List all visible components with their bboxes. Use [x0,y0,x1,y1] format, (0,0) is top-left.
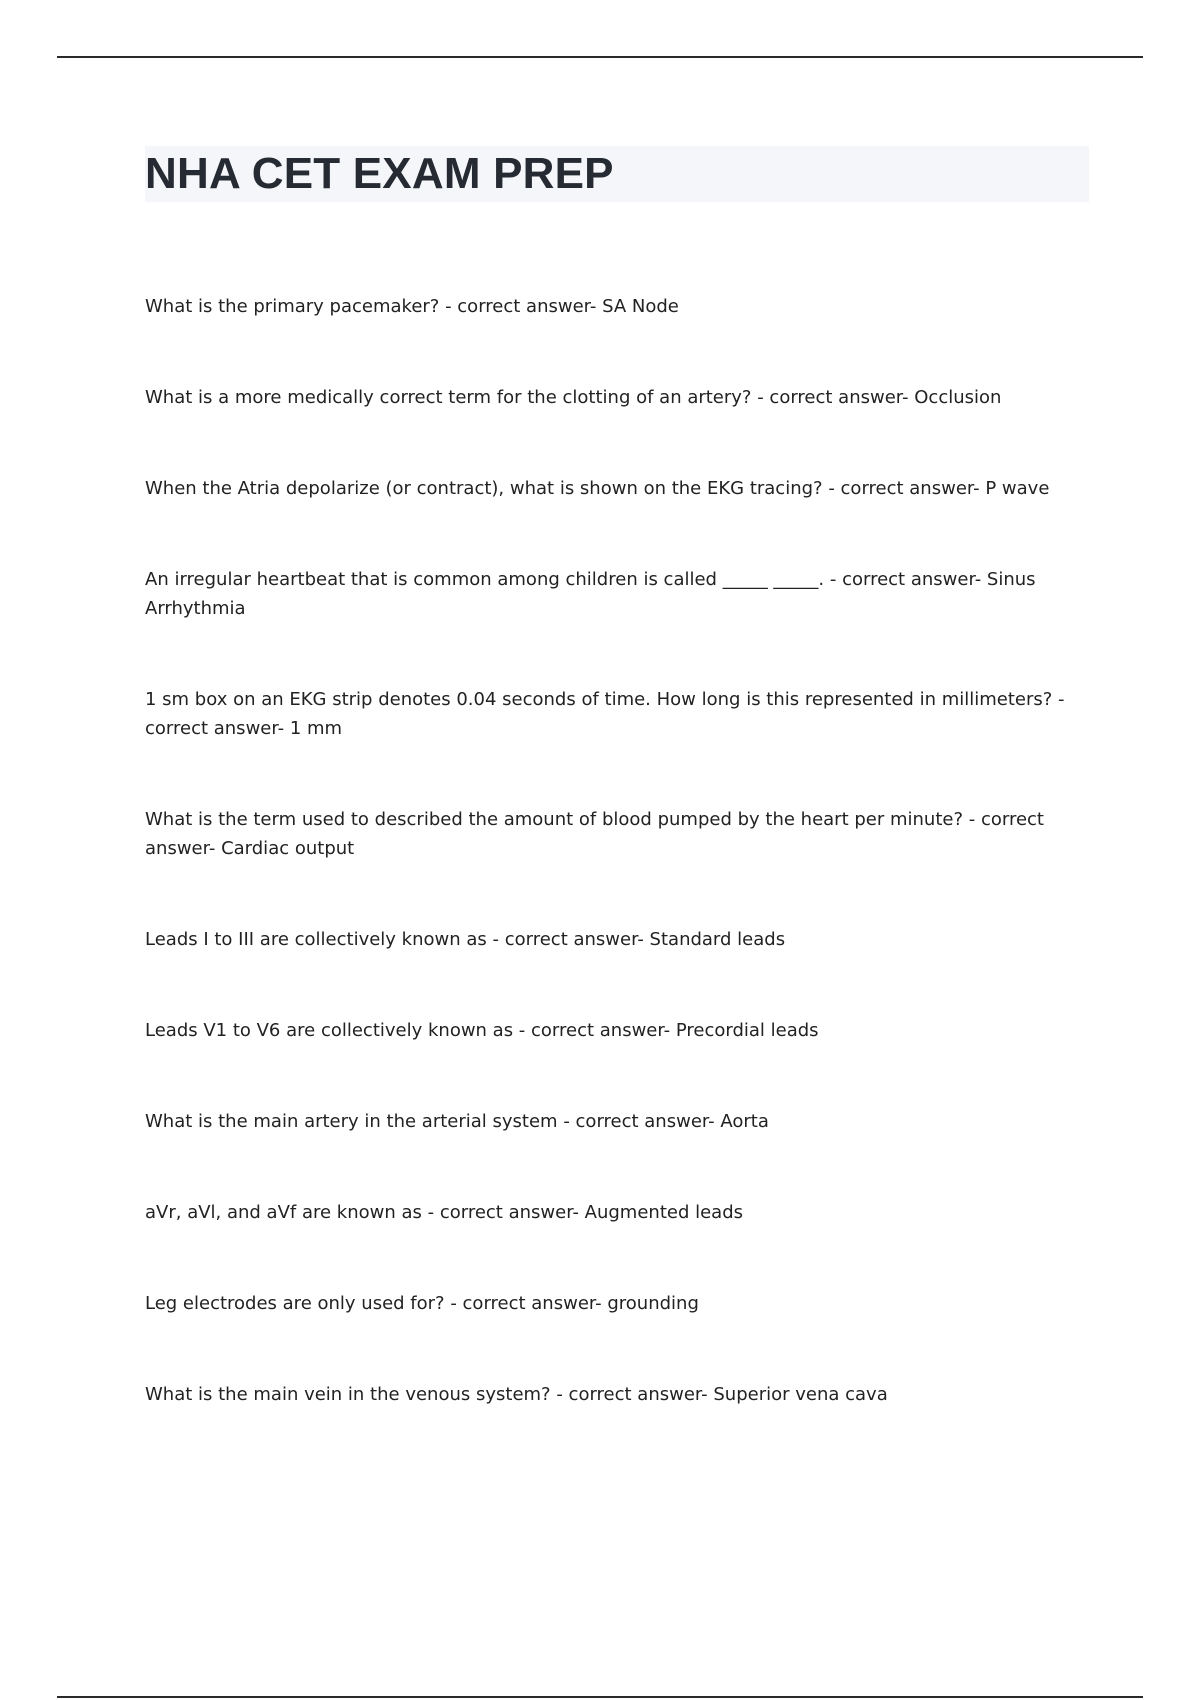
document-title: NHA CET EXAM PREP [145,149,614,198]
qa-item: 1 sm box on an EKG strip denotes 0.04 seconds of time. How long is this represented in millimeters? - correct answer- 1 mm [145,689,1065,739]
qa-item: What is the main artery in the arterial system - correct answer- Aorta [145,1111,769,1132]
qa-item: Leg electrodes are only used for? - correct answer- grounding [145,1293,699,1314]
qa-item: An irregular heartbeat that is common among children is called _____ _____. - correct answer- Sinus Arrhythmia [145,569,1036,619]
qa-item: When the Atria depolarize (or contract), what is shown on the EKG tracing? - correct answer- P wave [145,478,1050,499]
top-divider [57,56,1143,58]
qa-item: Leads I to III are collectively known as - correct answer- Standard leads [145,929,786,950]
qa-item: What is a more medically correct term for the clotting of an artery? - correct answer- Occlusion [145,387,1002,408]
bottom-divider [57,1696,1143,1698]
qa-item: What is the term used to described the amount of blood pumped by the heart per minute? - correct answer- Cardiac output [145,809,1044,859]
qa-item: aVr, aVl, and aVf are known as - correct answer- Augmented leads [145,1202,744,1223]
qa-item: What is the primary pacemaker? - correct answer- SA Node [145,296,679,317]
qa-list [145,292,1075,1471]
qa-item: Leads V1 to V6 are collectively known as - correct answer- Precordial leads [145,1020,819,1041]
qa-item: What is the main vein in the venous system? - correct answer- Superior vena cava [145,1384,888,1405]
